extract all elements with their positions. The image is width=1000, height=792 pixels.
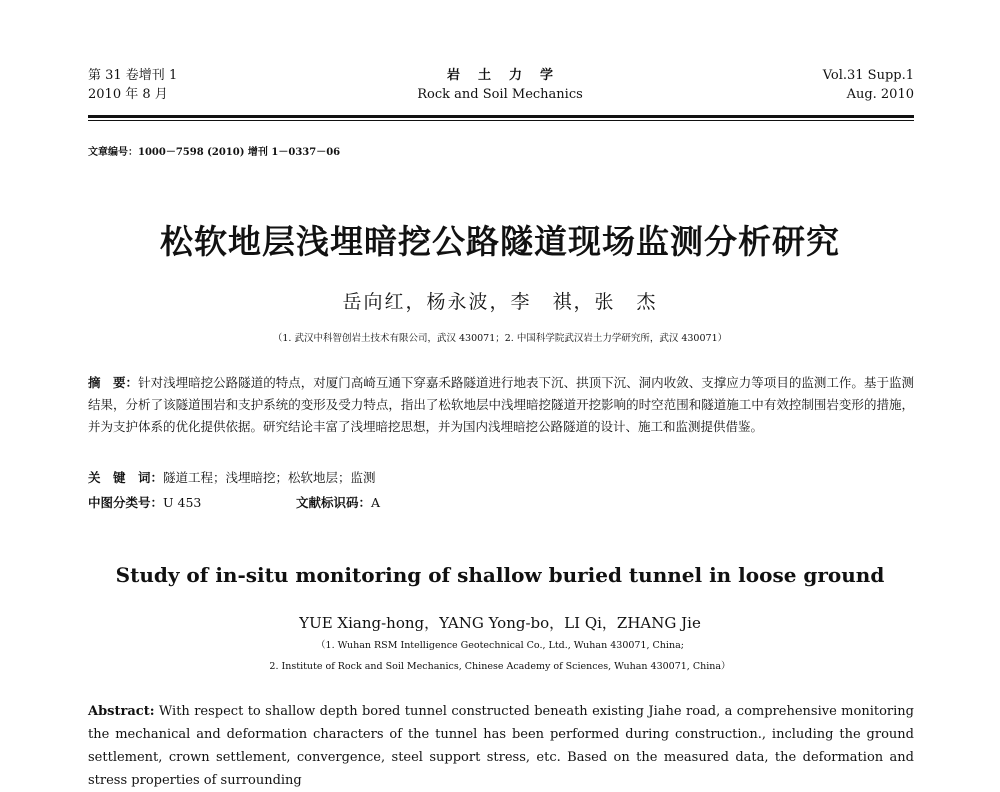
affiliation-cn: （1. 武汉中科智创岩土技术有限公司，武汉 430071；2. 中国科学院武汉岩土力学研究所，武汉 430071） <box>272 333 728 344</box>
document-code-value: A <box>371 495 381 510</box>
classification-value: U 453 <box>163 495 202 510</box>
abstract-cn-label: 摘 要： <box>88 375 139 390</box>
header-rule-thick <box>88 115 914 118</box>
journal-name-en: Rock and Soil Mechanics <box>417 87 583 102</box>
article-number <box>88 143 340 158</box>
publication-date-cn: 2010 年 8 月 <box>88 87 168 102</box>
document-code <box>296 493 380 511</box>
classification-label: 中图分类号： <box>88 495 164 510</box>
keywords-cn <box>88 468 376 486</box>
journal-volume-info-en <box>823 66 914 104</box>
classification-number <box>88 493 201 511</box>
authors-en: YUE Xiang-hong，YANG Yong-bo，LI Qi，ZHANG Jie <box>299 614 701 632</box>
journal-name-cn: 岩土力学 <box>446 68 571 83</box>
authors-cn: 岳向红，杨永波，李 祺，张 杰 <box>342 291 658 313</box>
publication-date-en: Aug. 2010 <box>846 87 914 102</box>
document-code-label: 文献标识码： <box>296 495 372 510</box>
article-number-value: 1000－7598 (2010) 增刊 1－0337－06 <box>138 147 341 158</box>
abstract-cn-text: 针对浅埋暗挖公路隧道的特点，对厦门高崎互通下穿嘉禾路隧道进行地表下沉、拱顶下沉、洞内收敛、支撑应力等项目的监测工作。基于监测结果，分析了该隧道围岩和支护系统的变形及受力特点，指出了松软地层中浅埋暗挖隧道开挖影响的时空范围和隧道施工中有效控制围岩变形的措施，并为支护体系的优化提供依据。研究结论丰富了浅埋暗挖思想，并为国内浅埋暗挖公路隧道的设计、施工和监测提供借鉴。 <box>88 375 914 434</box>
paper-title-cn: 松软地层浅埋暗挖公路隧道现场监测分析研究 <box>160 222 840 261</box>
abstract-en-text: With respect to shallow depth bored tunnel constructed beneath existing Jiahe road, a comprehensive monitoring the mechanical and deformation characters of the tunnel has been performed during construction., including the ground settlement, crown settlement, convergence, steel support stress, etc. Based on the measured data, the deformation and stress properties of surrounding <box>88 704 914 788</box>
header-rule-thin <box>88 120 914 121</box>
volume-issue: 第 31 卷增刊 1 <box>88 68 178 83</box>
affiliation-en-1: （1. Wuhan RSM Intelligence Geotechnical Co., Ltd., Wuhan 430071, China; <box>316 640 684 651</box>
paper-title-en: Study of in-situ monitoring of shallow buried tunnel in loose ground <box>115 563 885 587</box>
keywords-cn-label: 关 键 词： <box>88 470 164 485</box>
keywords-cn-text: 隧道工程；浅埋暗挖；松软地层；监测 <box>163 470 376 485</box>
abstract-cn <box>88 372 914 438</box>
article-number-label: 文章编号： <box>88 147 138 158</box>
abstract-en-label: Abstract: <box>88 704 155 719</box>
volume-issue-en: Vol.31 Supp.1 <box>822 68 914 83</box>
affiliation-en-2: 2. Institute of Rock and Soil Mechanics, Chinese Academy of Sciences, Wuhan 430071, China） <box>269 661 731 672</box>
abstract-en <box>88 700 914 792</box>
